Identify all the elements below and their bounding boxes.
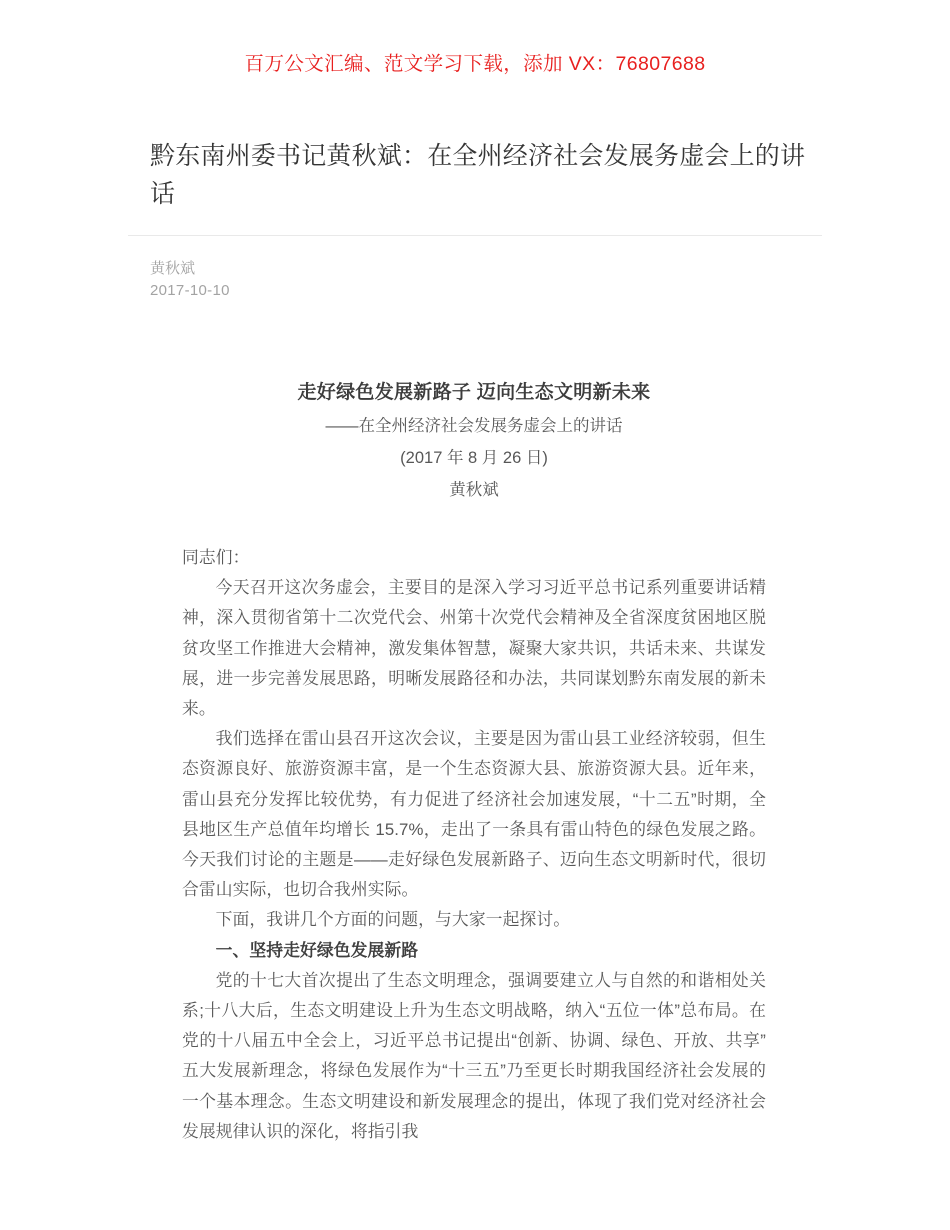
paragraph-container <box>182 543 766 1147</box>
meta-date: 2017-10-10 <box>150 282 230 299</box>
document-heading: 走好绿色发展新路子 迈向生态文明新未来 <box>297 382 651 403</box>
page-title: 黔东南州委书记黄秋斌：在全州经济社会发展务虚会上的讲话 <box>150 142 806 208</box>
document-content <box>182 378 766 1147</box>
body-paragraph: 我们选择在雷山县召开这次会议，主要是因为雷山县工业经济较弱，但生态资源良好、旅游资源丰富，是一个生态资源大县、旅游资源大县。近年来，雷山县充分发挥比较优势，有力促进了经济社会加速发展，“十二五”时期，全县地区生产总值年均增长 15.7%，走出了一条具有雷山特色的绿色发展之路。今天我们讨论的主题是——走好绿色发展新路子、迈向生态文明新时代，很切合雷山实际，也切合我州实际。 <box>182 729 766 900</box>
article-header <box>128 137 822 302</box>
promo-text: 百万公文汇编、范文学习下载，添加 VX：76807688 <box>244 53 706 75</box>
meta-author: 黄秋斌 <box>150 260 196 277</box>
body-paragraph: 同志们： <box>182 548 250 567</box>
body-paragraph: 今天召开这次务虚会，主要目的是深入学习习近平总书记系列重要讲话精神，深入贯彻省第十二次党代会、州第十次党代会精神及全省深度贫困地区脱贫攻坚工作推进大会精神，激发集体智慧，凝聚大家共识，共话未来、共谋发展，进一步完善发展思路，明晰发展路径和办法，共同谋划黔东南发展的新未来。 <box>182 578 766 719</box>
body-paragraph: 党的十七大首次提出了生态文明理念，强调要建立人与自然的和谐相处关系;十八大后，生态文明建设上升为生态文明战略，纳入“五位一体”总布局。在党的十八届五中全会上，习近平总书记提出“创新、协调、绿色、开放、共享”五大发展新理念，将绿色发展作为“十三五”乃至更长时期我国经济社会发展的一个基本理念。生态文明建设和新发展理念的提出，体现了我们党对经济社会发展规律认识的深化，将指引我 <box>182 970 766 1141</box>
section-heading: 一、坚持走好绿色发展新路 <box>215 940 419 960</box>
document-dateline: (2017 年 8 月 26 日) <box>400 449 548 467</box>
body-paragraph: 下面，我讲几个方面的问题，与大家一起探讨。 <box>215 910 571 930</box>
promo-banner <box>0 48 950 76</box>
header-divider <box>128 235 822 236</box>
article-meta <box>128 258 822 302</box>
document-byline: 黄秋斌 <box>449 481 499 499</box>
document-subtitle: ——在全州经济社会发展务虚会上的讲话 <box>325 417 623 435</box>
